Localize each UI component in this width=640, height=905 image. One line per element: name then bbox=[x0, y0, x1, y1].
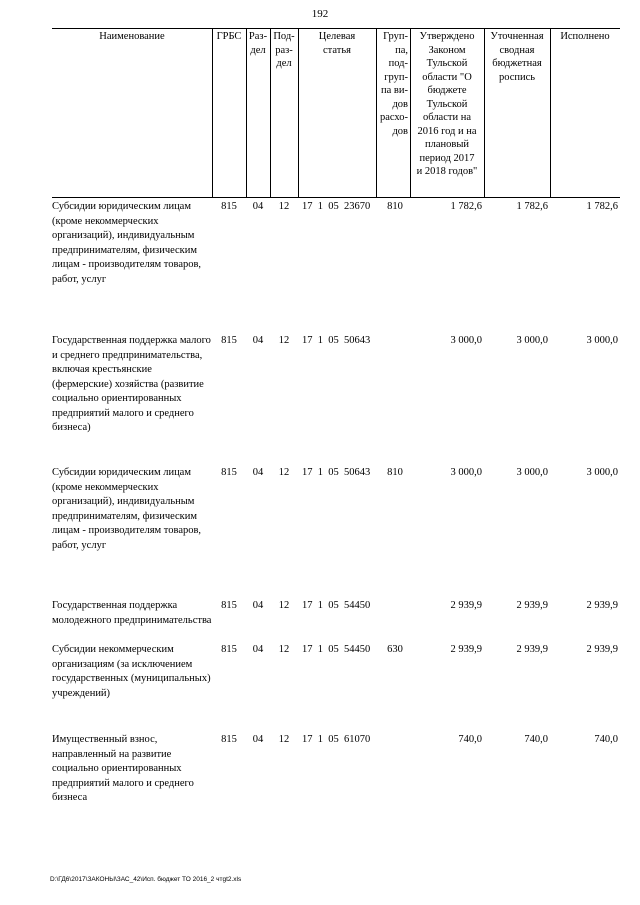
row-group: 810 bbox=[387, 467, 403, 478]
row-executed: 2 939,9 bbox=[586, 644, 618, 655]
row-target: 17 1 05 54450 bbox=[302, 600, 371, 611]
row-razdel: 04 bbox=[252, 734, 264, 745]
row-name: Государственная поддержка молодежного предпринимательства bbox=[52, 600, 212, 626]
row-refined: 1 782,6 bbox=[516, 201, 548, 212]
column-divider bbox=[550, 28, 551, 198]
header-podrazdel: Под- раз- дел bbox=[273, 31, 295, 69]
row-name: Имущественный взнос, направленный на развитие социально ориентированных предприятий малого и среднего бизнеса bbox=[52, 734, 194, 803]
row-approved: 740,0 bbox=[458, 734, 482, 745]
row-podrazdel: 12 bbox=[278, 335, 290, 346]
row-name: Субсидии некоммерческим организациям (за исключением государственных (муниципальных) учреждений) bbox=[52, 644, 211, 699]
column-divider bbox=[212, 28, 213, 198]
row-name: Субсидии юридическим лицам (кроме некоммерческих организаций), индивидуальным предпринимателям, физическим лицам - производителям товаров, работ, услуг bbox=[52, 201, 202, 285]
row-executed: 740,0 bbox=[594, 734, 618, 745]
row-name: Государственная поддержка малого и среднего предпринимательства, включая крестьянские (фермерские) хозяйства (развитие социально ориентированных предприятий малого и среднего бизнеса) bbox=[52, 335, 211, 433]
table-header bbox=[52, 28, 620, 198]
row-executed: 3 000,0 bbox=[586, 467, 618, 478]
row-razdel: 04 bbox=[252, 644, 264, 655]
row-refined: 740,0 bbox=[524, 734, 548, 745]
row-razdel: 04 bbox=[252, 335, 264, 346]
row-refined: 3 000,0 bbox=[516, 335, 548, 346]
row-executed: 2 939,9 bbox=[586, 600, 618, 611]
row-target: 17 1 05 54450 bbox=[302, 644, 371, 655]
row-group: 630 bbox=[387, 644, 403, 655]
page-number: 192 bbox=[311, 8, 329, 20]
row-podrazdel: 12 bbox=[278, 644, 290, 655]
row-refined: 2 939,9 bbox=[516, 600, 548, 611]
row-podrazdel: 12 bbox=[278, 600, 290, 611]
header-bottom-border bbox=[52, 197, 620, 198]
row-razdel: 04 bbox=[252, 467, 264, 478]
row-grbs: 815 bbox=[221, 467, 237, 478]
row-grbs: 815 bbox=[221, 644, 237, 655]
header-refined: Уточненная сводная бюджетная роспись bbox=[490, 31, 544, 83]
row-target: 17 1 05 50643 bbox=[302, 467, 371, 478]
row-grbs: 815 bbox=[221, 201, 237, 212]
row-refined: 3 000,0 bbox=[516, 467, 548, 478]
row-grbs: 815 bbox=[221, 734, 237, 745]
header-target: Целевая статья bbox=[318, 31, 356, 56]
header-executed: Исполнено bbox=[560, 31, 610, 42]
row-approved: 1 782,6 bbox=[450, 201, 482, 212]
header-top-border bbox=[52, 28, 620, 29]
row-approved: 3 000,0 bbox=[450, 335, 482, 346]
row-grbs: 815 bbox=[221, 600, 237, 611]
row-group: 810 bbox=[387, 201, 403, 212]
header-razdel: Раз- дел bbox=[248, 31, 268, 56]
row-approved: 2 939,9 bbox=[450, 644, 482, 655]
row-name: Субсидии юридическим лицам (кроме некоммерческих организаций), индивидуальным предпринимателям, физическим лицам - производителям товаров, работ, услуг bbox=[52, 467, 202, 551]
row-approved: 2 939,9 bbox=[450, 600, 482, 611]
row-executed: 1 782,6 bbox=[586, 201, 618, 212]
row-approved: 3 000,0 bbox=[450, 467, 482, 478]
row-target: 17 1 05 50643 bbox=[302, 335, 371, 346]
file-path-footer: D:\ГД6\2017\ЗАКОНЫ\ЗАС_42\Исп. бюджет ТО 2016_2 чтgt2.xls bbox=[50, 876, 242, 883]
row-podrazdel: 12 bbox=[278, 734, 290, 745]
row-refined: 2 939,9 bbox=[516, 644, 548, 655]
row-grbs: 815 bbox=[221, 335, 237, 346]
row-executed: 3 000,0 bbox=[586, 335, 618, 346]
header-approved: Утверждено Законом Тульской области "О бюджете Тульской области на 2016 год и на плановый период 2017 и 2018 годов" bbox=[416, 31, 478, 177]
header-group: Груп- па, под- груп- па ви- дов расхо- дов bbox=[379, 31, 408, 137]
row-podrazdel: 12 bbox=[278, 201, 290, 212]
header-name: Наименование bbox=[99, 31, 165, 42]
row-razdel: 04 bbox=[252, 600, 264, 611]
row-razdel: 04 bbox=[252, 201, 264, 212]
row-target: 17 1 05 61070 bbox=[302, 734, 371, 745]
header-grbs: ГРБС bbox=[216, 31, 242, 42]
row-target: 17 1 05 23670 bbox=[302, 201, 371, 212]
row-podrazdel: 12 bbox=[278, 467, 290, 478]
